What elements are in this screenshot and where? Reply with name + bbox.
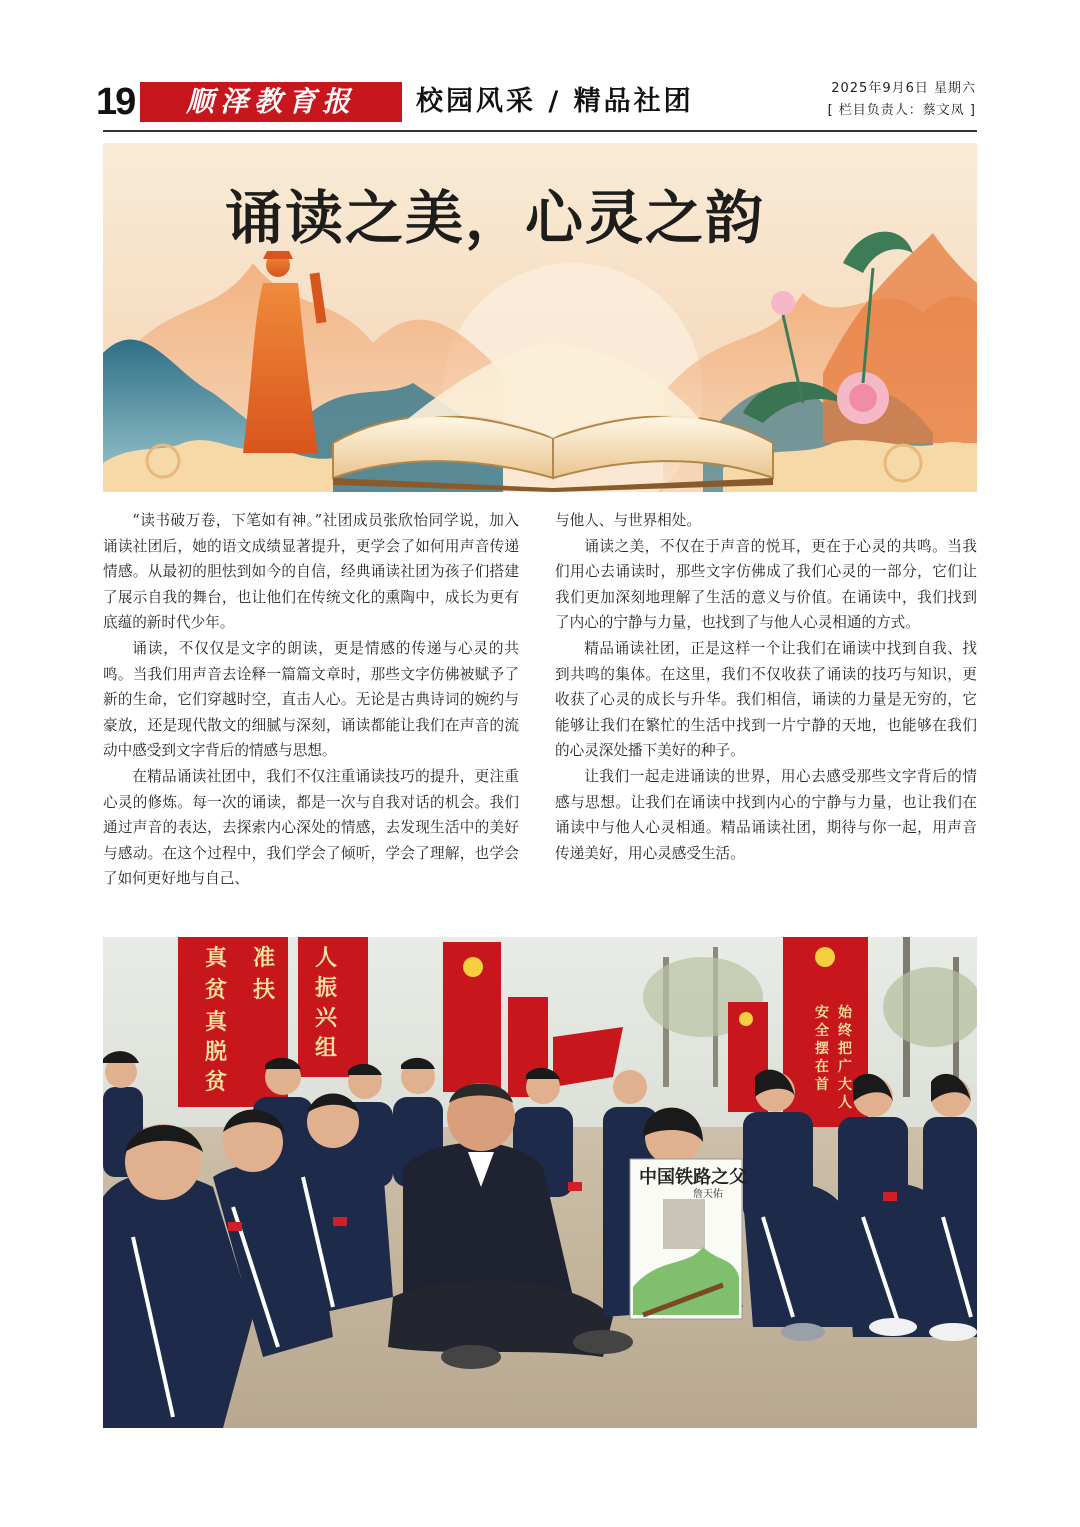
sign-char: 振 (315, 976, 338, 1001)
history-poster (630, 1159, 747, 1319)
newspaper-logo: 顺泽教育报 (140, 82, 402, 122)
sign-char: 广 (838, 1059, 852, 1075)
paragraph: 让我们一起走进诵读的世界，用心去感受那些文字背后的情感与思想。让我们在诵读中找到内心的宁静与力量，也让我们在诵读中与他人心灵相通。精品诵读社团，期待与你一起，用声音传递美好，用心灵感受生活。 (555, 767, 977, 862)
sign-char: 全 (815, 1023, 829, 1039)
paragraph: 诵读，不仅仅是文字的朗读，更是情感的传递与心灵的共鸣。当我们用声音去诠释一篇篇文章时，那些文字仿佛被赋予了新的生命，它们穿越时空，直击人心。无论是古典诗词的婉约与豪放，还是现代散文的细腻与深刻，诵读都能让我们在声音的流动中感受到文字背后的情感与思想。 (103, 639, 519, 760)
paragraph: 诵读之美，不仅在于声音的悦耳，更在于心灵的共鸣。当我们用心去诵读时，那些文字仿佛成了我们心灵的一部分，它们让我们更加深刻地理解了生活的意义与价值。在诵读中，我们找到了内心的宁静与力量，也找到了与他人心灵相通的方式。 (555, 537, 977, 632)
masthead (96, 78, 980, 130)
article-headline: 诵读之美，心灵之韵 (224, 184, 765, 252)
paragraph: 精品诵读社团，正是这样一个让我们在诵读中找到自我、找到共鸣的集体。在这里，我们不仅收获了诵读的技巧与知识，更收获了心灵的成长与升华。我们相信，诵读的力量是无穷的，它能够让我们在繁忙的生活中找到一片宁静的天地，也能够在我们的心灵深处播下美好的种子。 (555, 639, 977, 760)
article-column-right (555, 508, 977, 866)
column-editor: [ 栏目负责人：蔡文凤 ] (827, 103, 976, 118)
students-right (743, 1183, 977, 1341)
sign-char: 贫 (205, 978, 228, 1003)
article-photo (103, 937, 977, 1428)
sign-char: 准 (253, 946, 276, 971)
sign-char: 大 (838, 1077, 852, 1093)
paragraph: “读书破万卷，下笔如有神。”社团成员张欣怡同学说，加入诵读社团后，她的语文成绩显著提升，更学会了如何用声音传递情感。从最初的胆怯到如今的自信，经典诵读社团为孩子们搭建了展示自我的舞台，也让他们在传统文化的熏陶中，成长为更有底蕴的新时代少年。 (103, 512, 519, 632)
sign-char: 把 (838, 1041, 852, 1057)
poster-title: 中国铁路之父 (639, 1167, 747, 1188)
issue-date: 2025年9月6日 星期六 (831, 81, 976, 96)
sign-char: 人 (838, 1095, 852, 1111)
sign-char: 始 (838, 1005, 852, 1021)
paragraph: 在精品诵读社团中，我们不仅注重诵读技巧的提升，更注重心灵的修炼。每一次的诵读，都是一次与自我对话的机会。我们通过声音的表达，去探索内心深处的情感，去发现生活中的美好与感动。在这个过程中，我们学会了倾听，学会了理解，也学会了如何更好地与自己、 (103, 767, 519, 888)
sign-char: 真 (205, 946, 228, 971)
paragraph: 与他人、与世界相处。 (555, 512, 701, 529)
poster-subtitle: 詹天佑 (693, 1189, 723, 1200)
sign-char: 安 (815, 1005, 829, 1021)
page-number: 19 (96, 81, 135, 123)
masthead-rule (103, 130, 977, 132)
sign-char: 摆 (815, 1041, 829, 1057)
section-title: 校园风采 / 精品社团 (416, 86, 694, 117)
sign-char: 在 (815, 1059, 829, 1075)
banner-illustration (103, 143, 977, 492)
sign-char: 首 (815, 1077, 829, 1093)
sign-char: 扶 (253, 978, 276, 1003)
group-photo-illustration (103, 937, 977, 1428)
article-column-left (103, 508, 519, 892)
sign-char: 真 (205, 1010, 228, 1035)
sign-char: 兴 (315, 1006, 338, 1031)
sign-char: 人 (315, 946, 338, 971)
sign-char: 组 (315, 1036, 338, 1061)
sign-char: 贫 (205, 1070, 228, 1095)
sign-char: 脱 (205, 1040, 228, 1065)
sign-char: 终 (838, 1023, 852, 1039)
